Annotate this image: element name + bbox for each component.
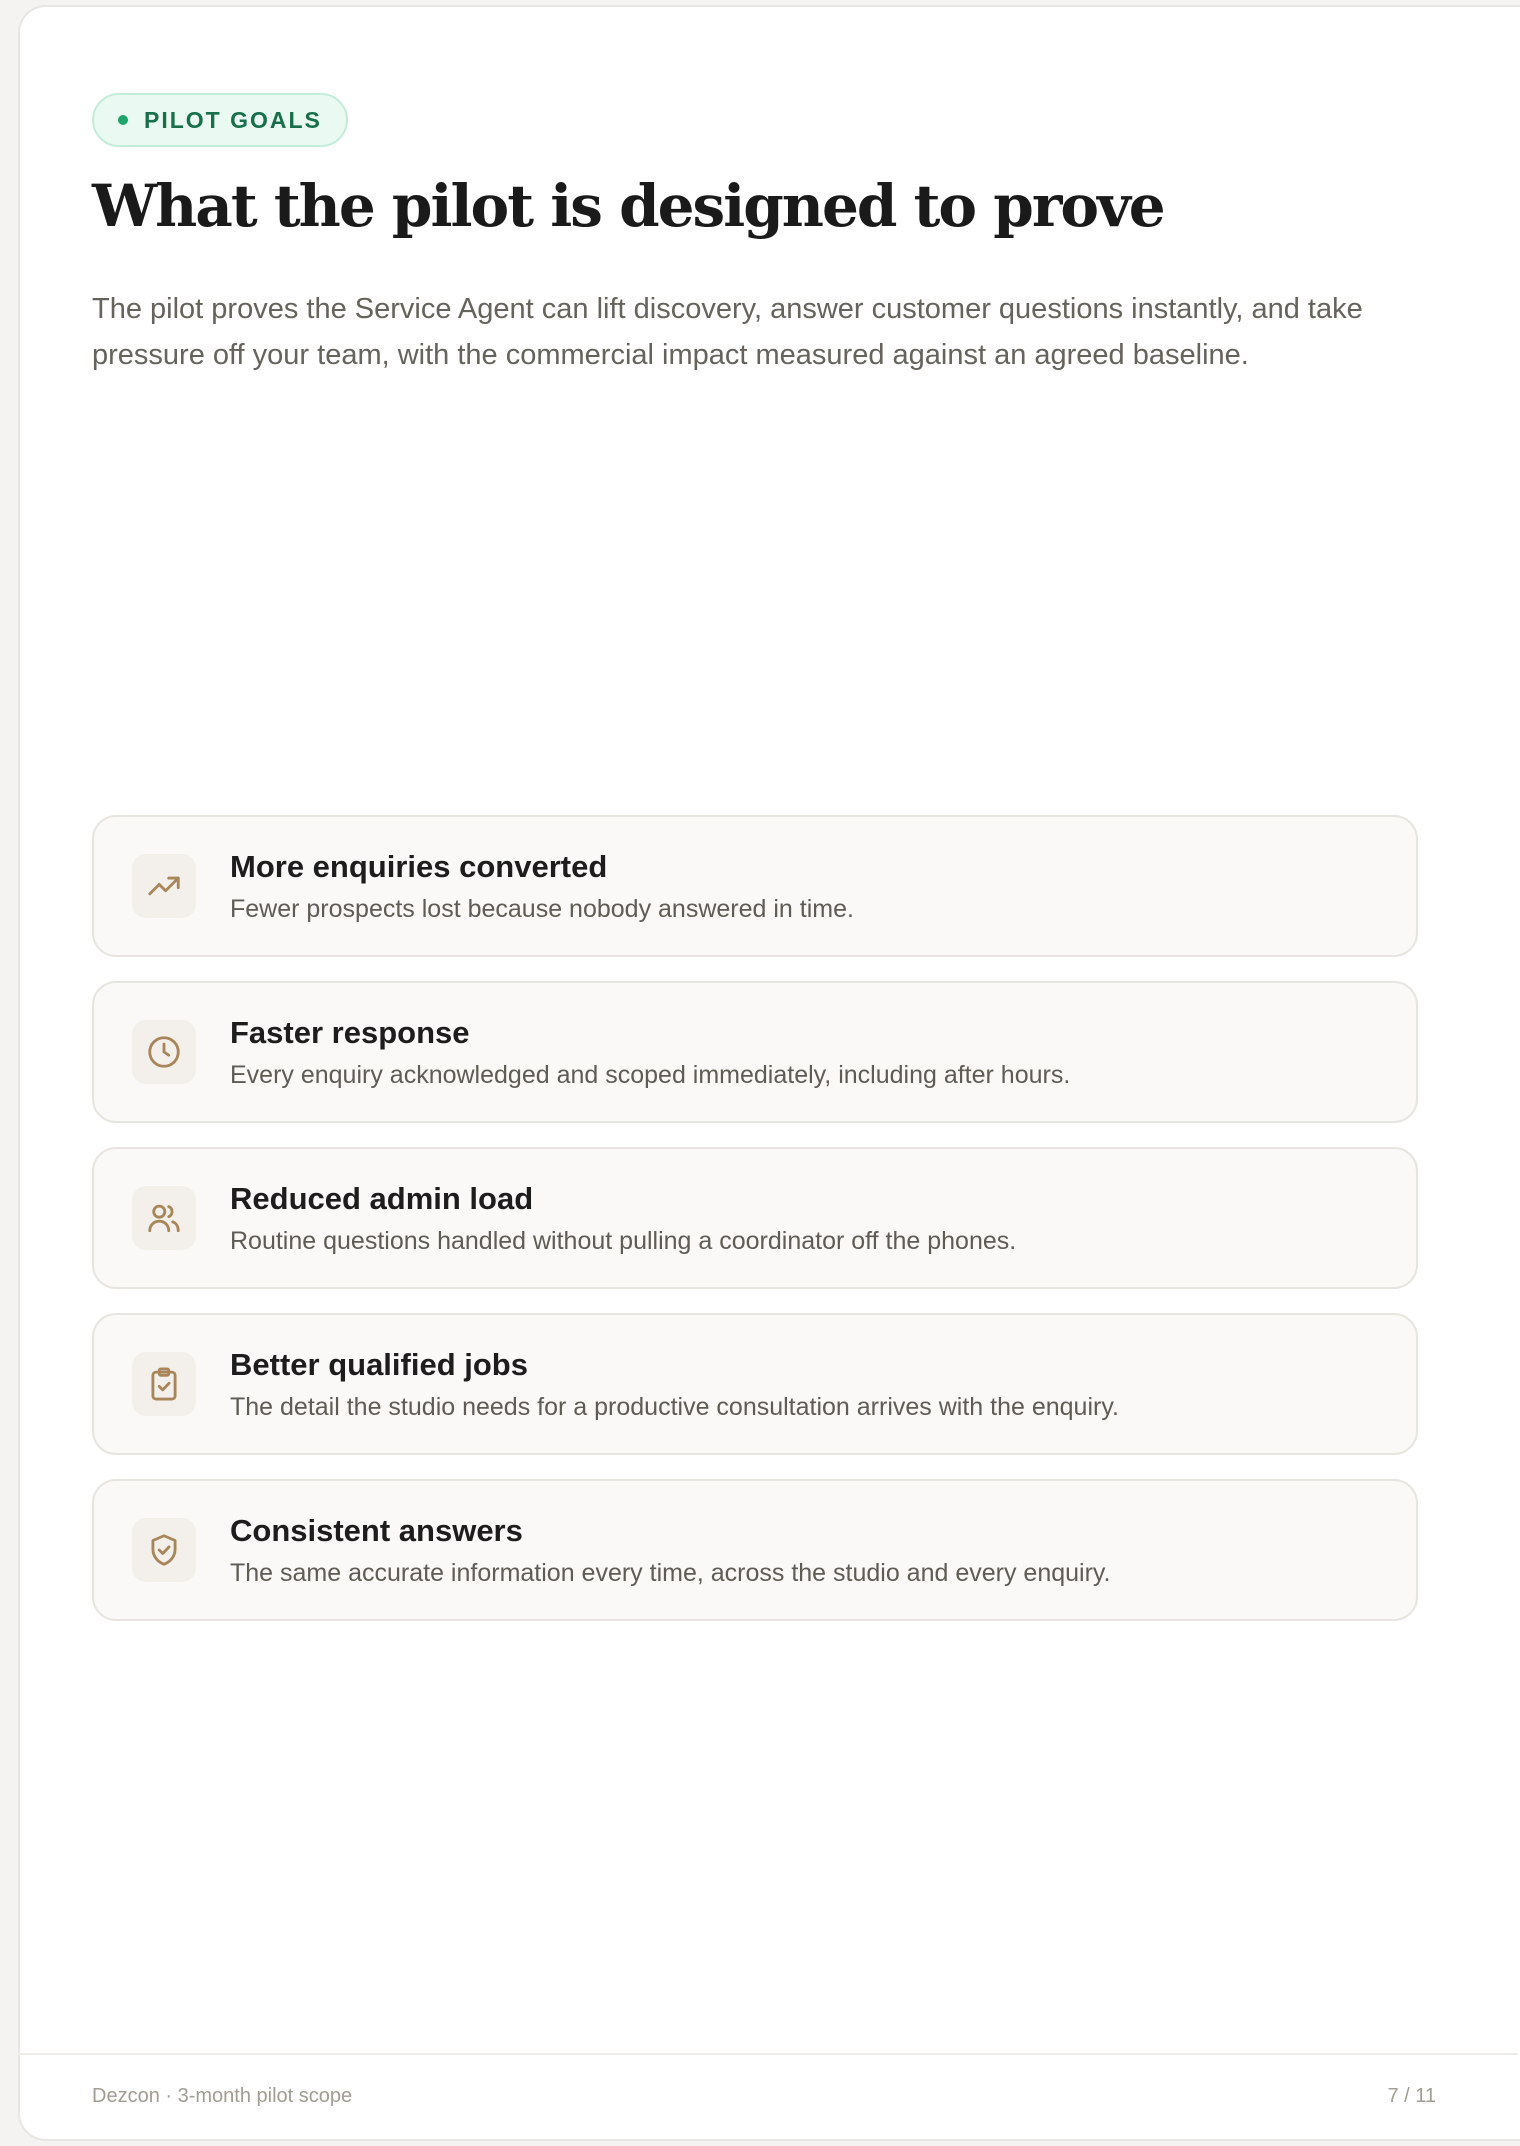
goal-card xyxy=(92,1479,1418,1621)
goal-card xyxy=(92,1147,1418,1289)
trending-up-icon xyxy=(132,854,196,918)
goals-list xyxy=(92,815,1418,1645)
footer-document-label: Dezcon · 3-month pilot scope xyxy=(92,2085,353,2107)
goal-description: Fewer prospects lost because nobody answered in time. xyxy=(230,894,854,923)
goal-card xyxy=(92,981,1418,1123)
intro-paragraph: The pilot proves the Service Agent can lift discovery, answer customer questions instantly, and take pressure off your team, with the commercial impact measured against an agreed baseline. xyxy=(92,293,1363,371)
goal-description: The same accurate information every time, across the studio and every enquiry. xyxy=(230,1558,1111,1587)
goal-title: Consistent answers xyxy=(230,1512,523,1548)
shield-check-icon xyxy=(132,1518,196,1582)
goal-card xyxy=(92,1313,1418,1455)
goal-card xyxy=(92,815,1418,957)
goal-title: Faster response xyxy=(230,1014,470,1050)
users-icon xyxy=(132,1186,196,1250)
goal-title: More enquiries converted xyxy=(230,848,608,884)
clock-icon xyxy=(132,1020,196,1084)
section-badge xyxy=(92,93,348,147)
badge-dot-icon xyxy=(118,115,128,125)
goal-description: Every enquiry acknowledged and scoped immediately, including after hours. xyxy=(230,1060,1071,1089)
goal-description: The detail the studio needs for a productive consultation arrives with the enquiry. xyxy=(230,1392,1119,1421)
goal-description: Routine questions handled without pulling a coordinator off the phones. xyxy=(230,1226,1017,1255)
goal-title: Better qualified jobs xyxy=(230,1346,528,1382)
goal-title: Reduced admin load xyxy=(230,1180,534,1216)
footer-page-number: 7 / 11 xyxy=(1387,2085,1436,2107)
badge-label: PILOT GOALS xyxy=(144,106,322,133)
clipboard-check-icon xyxy=(132,1352,196,1416)
page-title: What the pilot is designed to prove xyxy=(92,172,1164,240)
footer-divider xyxy=(18,2053,1518,2055)
